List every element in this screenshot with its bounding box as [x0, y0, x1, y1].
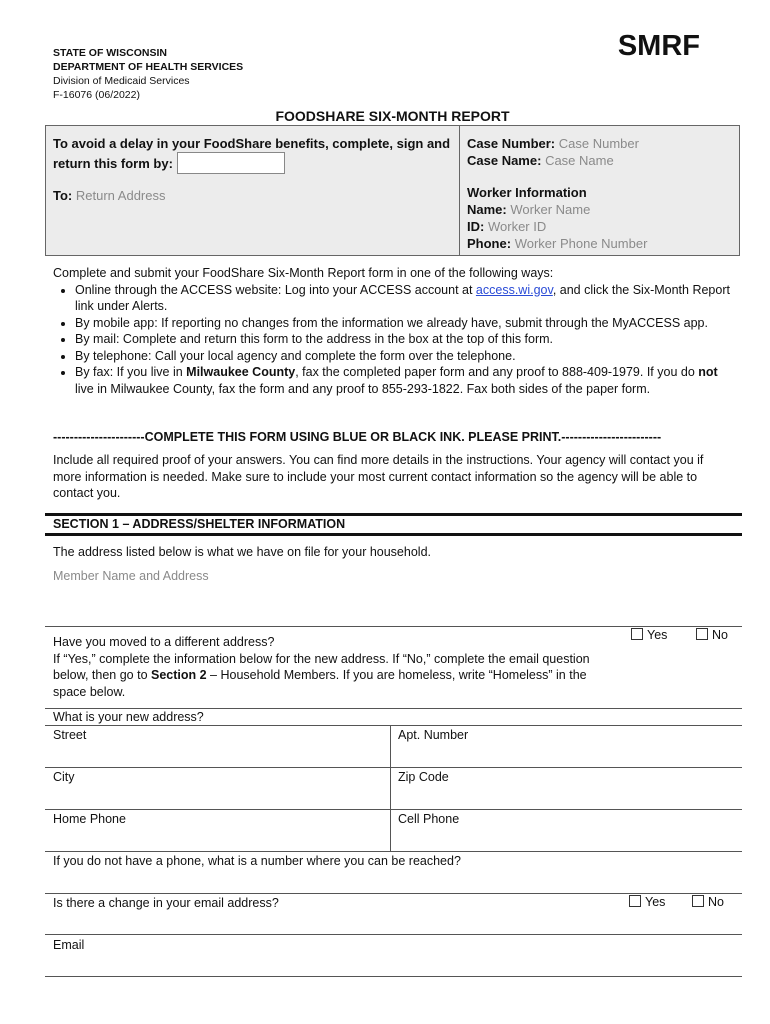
rule-alt-phone-top	[45, 851, 742, 852]
city-label: City	[53, 770, 75, 784]
worker-id-label: ID:	[467, 219, 485, 234]
address-grid-divider	[390, 725, 391, 851]
zip-code-label: Zip Code	[398, 770, 449, 784]
rule-city-top	[45, 767, 742, 768]
alt-phone-question: If you do not have a phone, what is a number where you can be reached?	[53, 854, 461, 868]
apt-number-label: Apt. Number	[398, 728, 469, 742]
moved-instructions	[53, 651, 603, 701]
method-mail: • By mail: Complete and return this form to the address in the box at the top of this form.	[75, 331, 733, 348]
case-box-divider	[459, 126, 460, 255]
email-label: Email	[53, 938, 85, 952]
section1-top-rule	[45, 513, 742, 516]
email-no-checkbox[interactable]	[692, 895, 704, 907]
moved-question: Have you moved to a different address?	[53, 635, 275, 649]
moved-yes-checkbox[interactable]	[631, 628, 643, 640]
moved-instr-2: – Household Members. If you are homeless, write “Homeless” in the space below.	[53, 668, 587, 699]
submission-methods	[53, 282, 733, 398]
case-details	[467, 135, 639, 169]
moved-yes-label: Yes	[647, 628, 668, 642]
submission-instructions	[53, 265, 733, 397]
case-info-box	[45, 125, 740, 256]
email-yes-label: Yes	[645, 895, 666, 909]
home-phone-label: Home Phone	[53, 812, 126, 826]
rule-moved-top	[45, 626, 742, 627]
fax-text-2: , fax the completed paper form and any proof to 888-409-1979. If you do	[295, 365, 699, 379]
return-address-row	[53, 187, 165, 204]
worker-id-value: Worker ID	[487, 219, 547, 234]
ink-notice: ----------------------COMPLETE THIS FORM USING BLUE OR BLACK INK. PLEASE PRINT.------------------------	[53, 430, 662, 444]
email-no-option[interactable]	[692, 895, 724, 909]
deadline-text: To avoid a delay in your FoodShare benefits, complete, sign and return this form by:	[53, 136, 451, 171]
worker-phone-label: Phone:	[467, 236, 512, 251]
method-fax	[75, 364, 733, 397]
return-date-input[interactable]	[177, 152, 285, 174]
agency-division: Division of Medicaid Services	[53, 75, 190, 87]
section1-title: SECTION 1 – ADDRESS/SHELTER INFORMATION	[53, 517, 346, 531]
email-change-question: Is there a change in your email address?	[53, 896, 279, 910]
page-title: FOODSHARE SIX-MONTH REPORT	[275, 108, 510, 124]
form-code: SMRF	[617, 30, 700, 62]
moved-no-checkbox[interactable]	[696, 628, 708, 640]
rule-email-question-top	[45, 893, 742, 894]
case-number-value: Case Number	[558, 136, 639, 151]
member-name-address: Member Name and Address	[53, 569, 209, 583]
worker-name-label: Name:	[467, 202, 507, 217]
agency-state: STATE OF WISCONSIN	[53, 47, 167, 59]
moved-no-option[interactable]	[696, 628, 728, 642]
online-text: Online through the ACCESS website: Log into your ACCESS account at	[75, 282, 476, 297]
cell-phone-label: Cell Phone	[398, 812, 460, 826]
method-online	[75, 282, 733, 315]
fax-text-1: By fax: If you live in	[75, 365, 187, 379]
proof-text: Include all required proof of your answers. You can find more details in the instructions. Your agency will contact you if more information is needed. Make sure to include your most current contact information so the agency will be able to contact you.	[53, 453, 704, 500]
new-address-label: What is your new address?	[53, 710, 204, 724]
case-name-value: Case Name	[545, 153, 614, 168]
access-link[interactable]: access.wi.gov	[475, 282, 553, 297]
instructions-intro: Complete and submit your FoodShare Six-Month Report form in one of the following ways:	[53, 266, 554, 280]
return-address-value: Return Address	[75, 188, 166, 203]
moved-section2: Section 2	[151, 668, 207, 682]
email-yes-option[interactable]	[629, 895, 665, 909]
worker-info	[467, 184, 647, 252]
moved-question-block	[53, 634, 603, 700]
moved-yes-option[interactable]	[631, 628, 667, 642]
fax-not: not	[698, 365, 718, 379]
worker-phone-value: Worker Phone Number	[514, 236, 648, 251]
to-label: To:	[53, 188, 73, 203]
agency-department: DEPARTMENT OF HEALTH SERVICES	[53, 61, 244, 73]
email-yes-checkbox[interactable]	[629, 895, 641, 907]
rule-street-top	[45, 725, 742, 726]
case-number-label: Case Number:	[467, 136, 556, 151]
deadline-block	[53, 135, 453, 174]
agency-block	[53, 46, 243, 102]
rule-phone-top	[45, 809, 742, 810]
moved-instr-1: If “Yes,” complete the information below for the new address. If “No,” complete the email question below, then go to	[53, 651, 590, 682]
case-name-label: Case Name:	[467, 153, 542, 168]
street-label: Street	[53, 728, 87, 742]
section1-bottom-rule	[45, 533, 742, 536]
online-text-end: , and click the Six-Month Report link under Alerts.	[75, 282, 730, 313]
method-telephone: • By telephone: Call your local agency and complete the form over the telephone.	[75, 348, 733, 365]
fax-milwaukee: Milwaukee County	[186, 365, 296, 379]
rule-email-top	[45, 934, 742, 935]
rule-email-bottom	[45, 976, 742, 977]
email-no-label: No	[708, 895, 724, 909]
worker-heading: Worker Information	[467, 185, 587, 200]
method-mobile: • By mobile app: If reporting no changes from the information we already have, submit through the MyACCESS app.	[75, 315, 733, 332]
moved-no-label: No	[712, 628, 728, 642]
form-number: F-16076 (06/2022)	[53, 89, 140, 101]
address-on-file-text: The address listed below is what we have on file for your household.	[53, 545, 431, 559]
fax-text-3: live in Milwaukee County, fax the form and any proof to 855-293-1822. Fax both sides of the paper form.	[75, 381, 651, 396]
worker-name-value: Worker Name	[510, 202, 591, 217]
